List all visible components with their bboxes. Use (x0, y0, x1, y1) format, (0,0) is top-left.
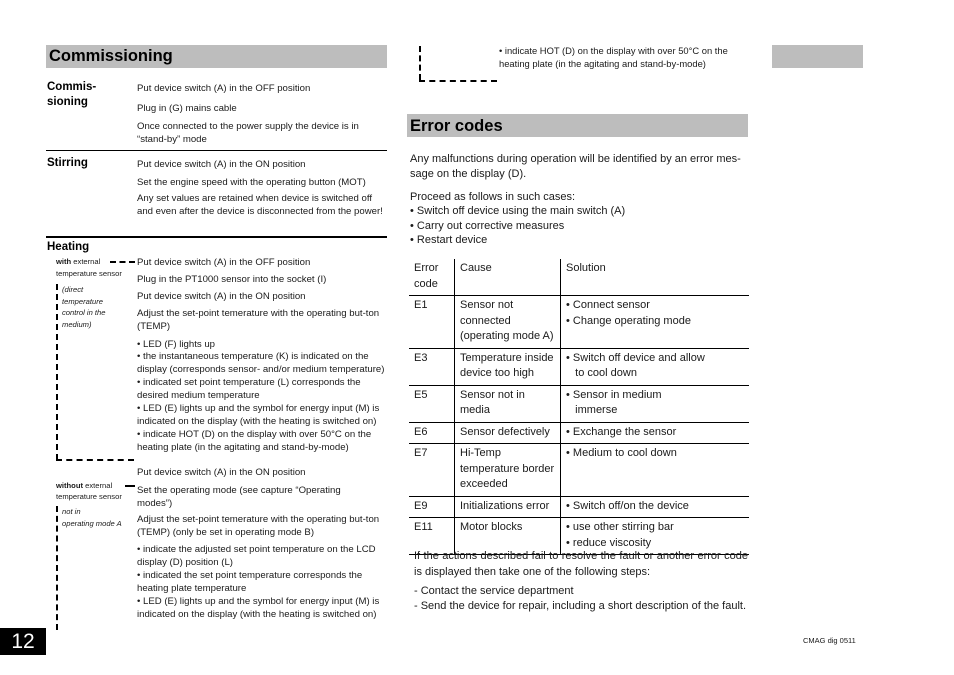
heating-with-line: Plug in the PT1000 sensor into the socket (I) (137, 274, 327, 285)
error-step: • Restart device (410, 234, 488, 246)
bracket-dash (110, 261, 135, 263)
continued-bullet: • indicate HOT (D) on the display with over 50°C on the heating plate (in the agitating and stand-by-mode) (499, 45, 728, 69)
heating-with-line: Put device switch (A) in the ON position (137, 291, 306, 302)
heating-with-line: Adjust the set-point temerature with the operating but-ton (TEMP) (137, 308, 380, 332)
bracket-dash (56, 506, 58, 630)
stirring-label: Stirring (47, 157, 88, 169)
heating-with-line: Put device switch (A) in the OFF position (137, 257, 311, 268)
with-sensor-label-2: temperature sensor (56, 269, 122, 278)
error-code-table (409, 259, 749, 555)
cell-cause: Sensor not connected (operating mode A) (455, 296, 561, 349)
cell-code: E5 (409, 385, 455, 422)
heating-with-bullet: • indicated set point temperature (L) corresponds the desired medium temperature (137, 377, 361, 401)
table-header-row (409, 259, 749, 296)
table-row (409, 348, 749, 385)
col-header-code: Error code (409, 259, 455, 296)
commis-line: Once connected to the power supply the device is in “stand-by” mode (137, 121, 359, 145)
heating-without-line: Set the operating mode (see capture “Operating modes”) (137, 485, 341, 509)
cell-code: E9 (409, 496, 455, 518)
error-intro: Any malfunctions during operation will be identified by an error mes-sage on the display (D). (410, 153, 741, 180)
section-divider (46, 236, 387, 238)
table-row (409, 422, 749, 444)
with-sensor-note: (direct temperature control in the medium) (62, 285, 106, 329)
commis-label: Commis- sioning (47, 81, 97, 108)
stirring-line: Put device switch (A) in the ON position (137, 159, 306, 170)
bracket-dash (419, 46, 421, 80)
error-step: • Carry out corrective measures (410, 220, 565, 232)
with-bold: with (56, 257, 72, 266)
table-row (409, 496, 749, 518)
without-sensor-label (56, 480, 112, 491)
cell-cause: Hi-Temp temperature border exceeded (455, 444, 561, 497)
table-row (409, 444, 749, 497)
commissioning-heading: Commissioning (49, 47, 173, 65)
cell-solution: • Switch off device and allow to cool down (561, 348, 750, 385)
cell-code: E6 (409, 422, 455, 444)
cell-solution: • Exchange the sensor (561, 422, 750, 444)
table-row (409, 296, 749, 349)
cell-solution: • use other stirring bar • reduce viscosity (561, 518, 750, 555)
with-rest: external (71, 257, 101, 266)
cell-code: E7 (409, 444, 455, 497)
heating-without-bullet: • indicated the set point temperature corresponds the heating plate temperature (137, 570, 363, 594)
heating-with-bullet: • the instantaneous temperature (K) is indicated on the display (corresponds sensor- and/or medium temperature) (137, 351, 385, 375)
error-step: • Switch off device using the main switch (A) (410, 205, 626, 217)
bracket-dash (125, 485, 135, 487)
col-header-cause: Cause (455, 259, 561, 296)
cell-cause: Temperature inside device too high (455, 348, 561, 385)
error-outro: If the actions described fail to resolve the fault or another error code is displayed then take one of the following steps: (414, 550, 748, 578)
without-rest: external (83, 481, 113, 490)
cell-solution: • Connect sensor • Change operating mode (561, 296, 750, 349)
heating-without-bullet: • LED (E) lights up and the symbol for energy input (M) is indicated on the display (with the heating is switched on) (137, 596, 380, 620)
cell-cause: Sensor defectively (455, 422, 561, 444)
cell-cause: Initializations error (455, 496, 561, 518)
cell-solution: • Medium to cool down (561, 444, 750, 497)
commis-line: Plug in (G) mains cable (137, 103, 237, 114)
page-number: 12 (0, 628, 46, 655)
cell-solution: • Sensor in medium immerse (561, 385, 750, 422)
heating-with-bullet: • LED (E) lights up and the symbol for energy input (M) is indicated on the display (with the heating is switched on) (137, 403, 380, 427)
error-codes-heading: Error codes (410, 117, 503, 135)
cell-solution: • Switch off/on the device (561, 496, 750, 518)
heating-with-bullet: • indicate HOT (D) on the display with over 50°C on the heating plate (in the agitating and stand-by-mode) (137, 429, 372, 453)
without-sensor-label-2: temperature sensor (56, 492, 122, 501)
heating-with-bullet: • LED (F) lights up (137, 339, 216, 350)
without-sensor-note: not in operating mode A (62, 507, 122, 528)
with-sensor-label (56, 256, 100, 267)
bracket-dash (56, 284, 58, 460)
outro-step: - Contact the service department (414, 585, 574, 597)
cell-cause: Sensor not in media (455, 385, 561, 422)
heating-without-bullet: • indicate the adjusted set point temperature on the LCD display (D) position (L) (137, 544, 376, 568)
commis-line: Put device switch (A) in the OFF position (137, 83, 311, 94)
document-code: CMAG dig 0511 (803, 636, 856, 645)
error-proceed: Proceed as follows in such cases: (410, 191, 576, 203)
cell-cause: Motor blocks (455, 518, 561, 555)
cell-code: E3 (409, 348, 455, 385)
right-header-bar (772, 45, 863, 68)
section-divider (46, 150, 387, 151)
stirring-line: Any set values are retained when device is switched off and even after the device is disconnected from the power! (137, 193, 383, 217)
cell-code: E11 (409, 518, 455, 555)
bracket-dash (56, 459, 134, 461)
cell-code: E1 (409, 296, 455, 349)
heating-without-line: Adjust the set-point temerature with the operating but-ton (TEMP) (only be set in operating mode B) (137, 514, 380, 538)
heating-without-line: Put device switch (A) in the ON position (137, 467, 306, 478)
heating-label: Heating (47, 241, 90, 253)
col-header-solution: Solution (561, 259, 750, 296)
outro-step: - Send the device for repair, including a short description of the fault. (414, 600, 747, 612)
table-row (409, 385, 749, 422)
bracket-dash (419, 80, 497, 82)
without-bold: without (56, 481, 83, 490)
stirring-line: Set the engine speed with the operating button (MOT) (137, 177, 366, 188)
